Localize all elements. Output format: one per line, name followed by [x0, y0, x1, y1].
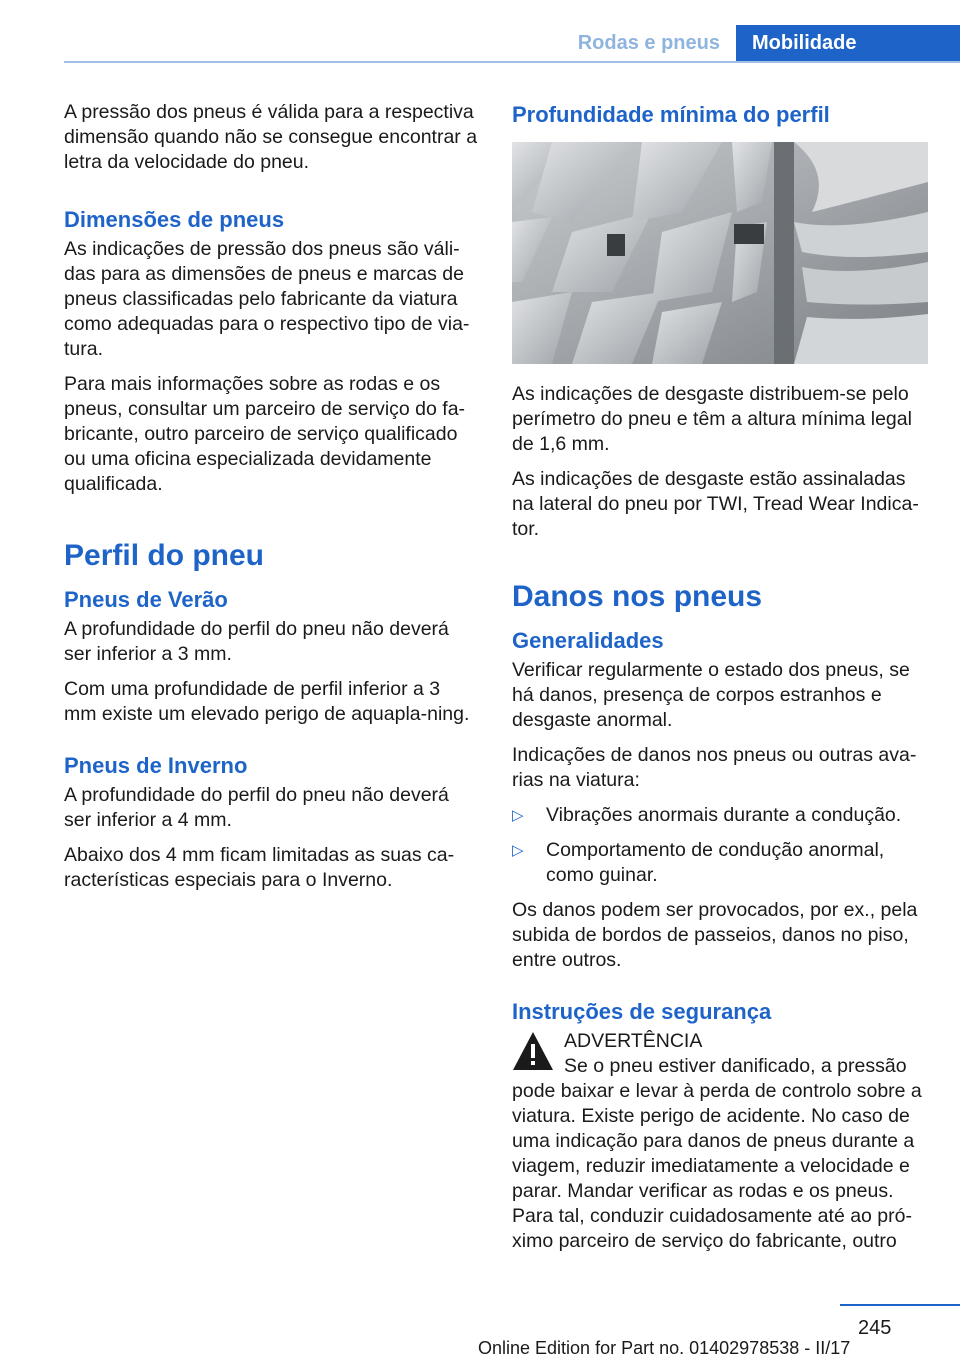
- left-column: [64, 100, 478, 903]
- verao-heading: Pneus de Verão: [64, 587, 228, 612]
- warning-text: Se o pneu estiver danificado, a pressão pode baixar e levar à perda de controlo sobre a viatura. Existe perigo de acidente. No caso de uma indicação para danos de pneus durante a viagem, reduzir imediatamente a velocidade e parar. Mandar verificar as rodas e os pneus. Para tal, conduzir cuidadosamente até ao pró‐ximo parceiro de serviço do fabricante, outro: [512, 1055, 922, 1252]
- wear-indicator-marker: [734, 224, 764, 244]
- minima-paragraph-2: As indicações de desgaste estão assinaladas na lateral do pneu por TWI, Tread Wear Indica‐tor.: [512, 468, 919, 540]
- inverno-paragraph-2: Abaixo dos 4 mm ficam limitadas as suas ca‐racterísticas especiais para o Inverno.: [64, 844, 455, 891]
- wear-indicator-marker: [607, 234, 625, 256]
- inverno-paragraph-1: A profundidade do perfil do pneu não deverá ser inferior a 4 mm.: [64, 784, 449, 831]
- minima-heading: Profundidade mínima do perfil: [512, 102, 830, 127]
- intro-paragraph: A pressão dos pneus é válida para a respectiva dimensão quando não se consegue encontrar a letra da velocidade do pneu.: [64, 101, 478, 173]
- footer-divider: [840, 1304, 960, 1306]
- page-number: 245: [858, 1317, 892, 1339]
- generalidades-paragraph-2: Indicações de danos nos pneus ou outras ava‐rias na viatura:: [512, 744, 917, 791]
- dimensoes-paragraph-2: Para mais informações sobre as rodas e os pneus, consultar um parceiro de serviço do fa‐bricante, outro parceiro de serviço qualificado ou uma oficina especializada devidamente qualificada.: [64, 373, 466, 495]
- right-column: [512, 100, 926, 1254]
- verao-paragraph-1: A profundidade do perfil do pneu não deverá ser inferior a 3 mm.: [64, 618, 449, 665]
- list-item: [512, 803, 926, 828]
- list-item: [512, 838, 926, 888]
- warning-title: ADVERTÊNCIA: [564, 1030, 703, 1052]
- generalidades-paragraph-1: Verificar regularmente o estado dos pneus, se há danos, presença de corpos estranhos e desgaste anormal.: [512, 659, 910, 731]
- header-section-label: Rodas e pneus: [577, 32, 720, 54]
- list-item-text: Comportamento de condução anormal, como guinar.: [546, 839, 885, 886]
- triangle-bullet-icon: ▷: [512, 807, 524, 824]
- verao-paragraph-2: Com uma profundidade de perfil inferior a 3 mm existe um elevado perigo de aquapla‐ning.: [64, 678, 470, 725]
- dimensoes-paragraph-1: As indicações de pressão dos pneus são váli‐das para as dimensões de pneus e marcas de pneus classificadas pelo fabricante da viatura como adequadas para o respectivo tipo de via‐tura.: [64, 238, 470, 360]
- damage-indications-list: [512, 803, 926, 888]
- warning-block: [512, 1029, 926, 1254]
- list-item-text: Vibrações anormais durante a condução.: [546, 804, 902, 826]
- inverno-heading: Pneus de Inverno: [64, 753, 248, 778]
- header-tabs: [562, 25, 960, 61]
- warning-icon: [512, 1031, 554, 1071]
- danos-heading: Danos nos pneus: [512, 580, 763, 613]
- seguranca-heading: Instruções de segurança: [512, 999, 772, 1024]
- triangle-bullet-icon: ▷: [512, 842, 524, 859]
- generalidades-heading: Generalidades: [512, 628, 664, 653]
- header-chapter-label: Mobilidade: [736, 25, 960, 61]
- header-divider: [64, 61, 960, 63]
- dimensoes-heading: Dimensões de pneus: [64, 207, 285, 232]
- footer-edition-text: Online Edition for Part no. 01402978538 - II/17: [478, 1338, 851, 1358]
- tire-tread-image: [512, 142, 928, 364]
- minima-paragraph-1: As indicações de desgaste distribuem-se pelo perímetro do pneu e têm a altura mínima legal de 1,6 mm.: [512, 383, 912, 455]
- perfil-heading: Perfil do pneu: [64, 539, 265, 572]
- generalidades-paragraph-3: Os danos podem ser provocados, por ex., pela subida de bordos de passeios, danos no piso, entre outros.: [512, 899, 918, 971]
